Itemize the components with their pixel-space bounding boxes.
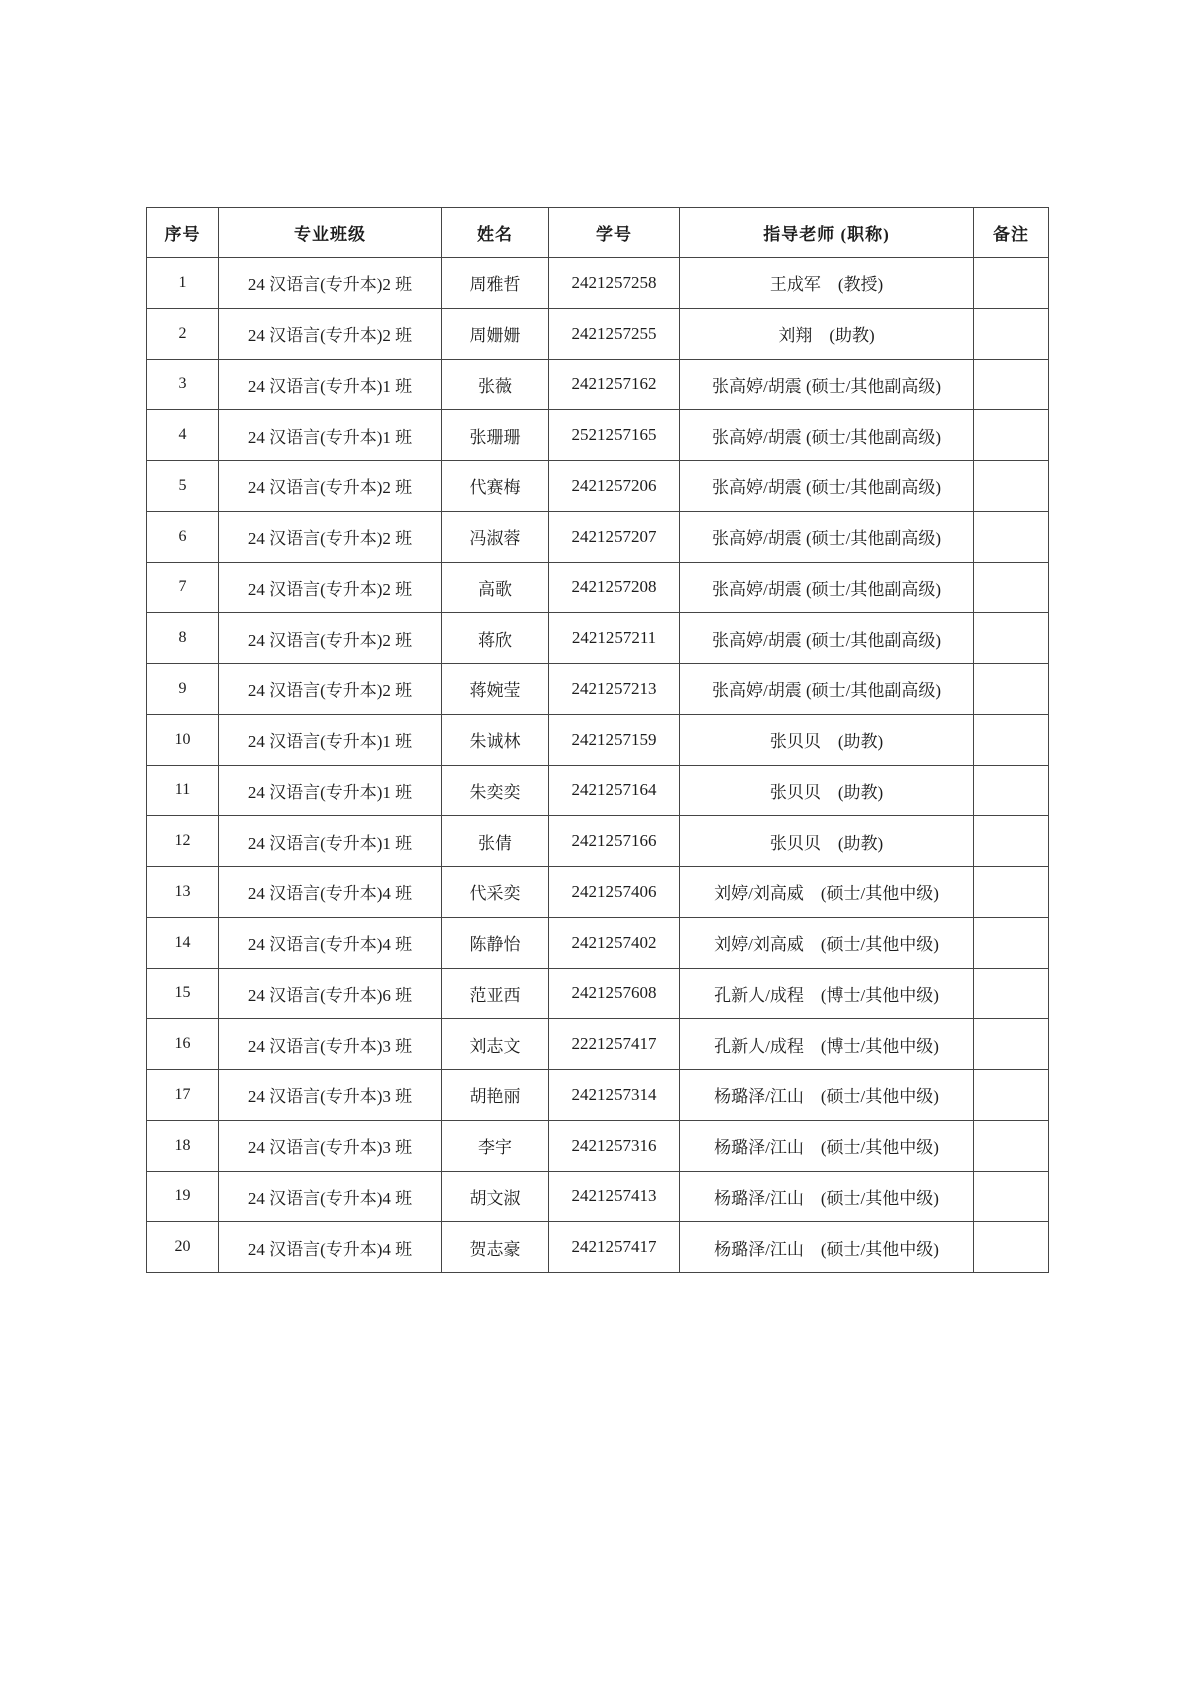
cell-class: 24 汉语言(专升本)2 班: [219, 258, 442, 309]
cell-student-id: 2421257402: [549, 917, 680, 968]
table-row: [147, 461, 1049, 512]
cell-student-id: 2421257417: [549, 1222, 680, 1273]
cell-student-id: 2421257316: [549, 1120, 680, 1171]
cell-student-id: 2421257213: [549, 664, 680, 715]
table-row: [147, 1019, 1049, 1070]
header-serial: 序号: [147, 208, 219, 258]
cell-remark: [974, 714, 1049, 765]
table-body: [147, 258, 1049, 1273]
cell-advisor: 张高婷/胡震 (硕士/其他副高级): [680, 461, 974, 512]
table-row: [147, 308, 1049, 359]
cell-class: 24 汉语言(专升本)2 班: [219, 562, 442, 613]
cell-serial: 18: [147, 1120, 219, 1171]
cell-name: 范亚西: [442, 968, 549, 1019]
cell-class: 24 汉语言(专升本)2 班: [219, 664, 442, 715]
cell-student-id: 2421257206: [549, 461, 680, 512]
cell-name: 代采奕: [442, 867, 549, 918]
cell-class: 24 汉语言(专升本)4 班: [219, 1171, 442, 1222]
table-row: [147, 258, 1049, 309]
cell-serial: 12: [147, 816, 219, 867]
cell-student-id: 2421257162: [549, 359, 680, 410]
cell-remark: [974, 765, 1049, 816]
cell-advisor: 杨璐泽/江山 (硕士/其他中级): [680, 1171, 974, 1222]
cell-class: 24 汉语言(专升本)1 班: [219, 765, 442, 816]
cell-advisor: 张高婷/胡震 (硕士/其他副高级): [680, 562, 974, 613]
cell-name: 蒋婉莹: [442, 664, 549, 715]
cell-remark: [974, 511, 1049, 562]
header-row: [147, 208, 1049, 258]
cell-advisor: 刘婷/刘高威 (硕士/其他中级): [680, 917, 974, 968]
header-name: 姓名: [442, 208, 549, 258]
cell-name: 代赛梅: [442, 461, 549, 512]
cell-serial: 14: [147, 917, 219, 968]
cell-name: 张珊珊: [442, 410, 549, 461]
cell-remark: [974, 664, 1049, 715]
cell-remark: [974, 410, 1049, 461]
cell-student-id: 2421257159: [549, 714, 680, 765]
cell-student-id: 2421257164: [549, 765, 680, 816]
cell-remark: [974, 1120, 1049, 1171]
table-row: [147, 613, 1049, 664]
cell-serial: 17: [147, 1070, 219, 1121]
cell-advisor: 张贝贝 (助教): [680, 765, 974, 816]
cell-class: 24 汉语言(专升本)1 班: [219, 714, 442, 765]
cell-advisor: 孔新人/成程 (博士/其他中级): [680, 1019, 974, 1070]
cell-class: 24 汉语言(专升本)2 班: [219, 511, 442, 562]
table-row: [147, 1070, 1049, 1121]
cell-serial: 1: [147, 258, 219, 309]
cell-student-id: 2421257255: [549, 308, 680, 359]
cell-serial: 20: [147, 1222, 219, 1273]
cell-class: 24 汉语言(专升本)1 班: [219, 359, 442, 410]
cell-serial: 2: [147, 308, 219, 359]
table-row: [147, 359, 1049, 410]
cell-remark: [974, 867, 1049, 918]
header-remark: 备注: [974, 208, 1049, 258]
cell-remark: [974, 308, 1049, 359]
table-row: [147, 410, 1049, 461]
cell-advisor: 刘翔 (助教): [680, 308, 974, 359]
table-row: [147, 816, 1049, 867]
cell-name: 李宇: [442, 1120, 549, 1171]
cell-class: 24 汉语言(专升本)1 班: [219, 410, 442, 461]
cell-serial: 10: [147, 714, 219, 765]
table-row: [147, 664, 1049, 715]
cell-name: 冯淑蓉: [442, 511, 549, 562]
cell-student-id: 2421257211: [549, 613, 680, 664]
table-row: [147, 1120, 1049, 1171]
cell-student-id: 2421257208: [549, 562, 680, 613]
table-row: [147, 867, 1049, 918]
cell-name: 胡文淑: [442, 1171, 549, 1222]
cell-advisor: 张高婷/胡震 (硕士/其他副高级): [680, 613, 974, 664]
cell-name: 胡艳丽: [442, 1070, 549, 1121]
cell-student-id: 2221257417: [549, 1019, 680, 1070]
table-row: [147, 917, 1049, 968]
table-row: [147, 714, 1049, 765]
table-row: [147, 1222, 1049, 1273]
cell-class: 24 汉语言(专升本)1 班: [219, 816, 442, 867]
cell-class: 24 汉语言(专升本)2 班: [219, 613, 442, 664]
cell-advisor: 张贝贝 (助教): [680, 714, 974, 765]
cell-advisor: 杨璐泽/江山 (硕士/其他中级): [680, 1070, 974, 1121]
cell-student-id: 2421257258: [549, 258, 680, 309]
cell-remark: [974, 1222, 1049, 1273]
cell-remark: [974, 359, 1049, 410]
cell-serial: 11: [147, 765, 219, 816]
cell-serial: 16: [147, 1019, 219, 1070]
cell-class: 24 汉语言(专升本)6 班: [219, 968, 442, 1019]
header-advisor: 指导老师 (职称): [680, 208, 974, 258]
table-row: [147, 968, 1049, 1019]
cell-name: 贺志豪: [442, 1222, 549, 1273]
table-row: [147, 765, 1049, 816]
cell-advisor: 杨璐泽/江山 (硕士/其他中级): [680, 1222, 974, 1273]
cell-remark: [974, 968, 1049, 1019]
cell-serial: 19: [147, 1171, 219, 1222]
cell-name: 朱奕奕: [442, 765, 549, 816]
cell-class: 24 汉语言(专升本)4 班: [219, 1222, 442, 1273]
cell-advisor: 张高婷/胡震 (硕士/其他副高级): [680, 664, 974, 715]
cell-serial: 6: [147, 511, 219, 562]
cell-serial: 3: [147, 359, 219, 410]
cell-remark: [974, 258, 1049, 309]
cell-student-id: 2421257166: [549, 816, 680, 867]
cell-class: 24 汉语言(专升本)4 班: [219, 917, 442, 968]
header-class: 专业班级: [219, 208, 442, 258]
cell-student-id: 2421257207: [549, 511, 680, 562]
cell-remark: [974, 461, 1049, 512]
cell-serial: 8: [147, 613, 219, 664]
cell-name: 周雅哲: [442, 258, 549, 309]
cell-name: 张倩: [442, 816, 549, 867]
cell-remark: [974, 917, 1049, 968]
cell-advisor: 张贝贝 (助教): [680, 816, 974, 867]
cell-class: 24 汉语言(专升本)3 班: [219, 1120, 442, 1171]
cell-student-id: 2521257165: [549, 410, 680, 461]
cell-serial: 15: [147, 968, 219, 1019]
cell-serial: 5: [147, 461, 219, 512]
cell-remark: [974, 1019, 1049, 1070]
cell-student-id: 2421257406: [549, 867, 680, 918]
cell-remark: [974, 613, 1049, 664]
cell-student-id: 2421257413: [549, 1171, 680, 1222]
cell-remark: [974, 1171, 1049, 1222]
cell-class: 24 汉语言(专升本)4 班: [219, 867, 442, 918]
cell-remark: [974, 562, 1049, 613]
cell-name: 高歌: [442, 562, 549, 613]
cell-name: 刘志文: [442, 1019, 549, 1070]
cell-advisor: 张高婷/胡震 (硕士/其他副高级): [680, 359, 974, 410]
cell-advisor: 孔新人/成程 (博士/其他中级): [680, 968, 974, 1019]
cell-student-id: 2421257608: [549, 968, 680, 1019]
header-student-id: 学号: [549, 208, 680, 258]
cell-advisor: 张高婷/胡震 (硕士/其他副高级): [680, 410, 974, 461]
table-row: [147, 562, 1049, 613]
table-header: [147, 208, 1049, 258]
cell-name: 陈静怡: [442, 917, 549, 968]
student-advisor-table: [146, 207, 1049, 1273]
cell-remark: [974, 816, 1049, 867]
cell-serial: 13: [147, 867, 219, 918]
cell-remark: [974, 1070, 1049, 1121]
cell-class: 24 汉语言(专升本)2 班: [219, 461, 442, 512]
cell-student-id: 2421257314: [549, 1070, 680, 1121]
cell-serial: 4: [147, 410, 219, 461]
cell-class: 24 汉语言(专升本)3 班: [219, 1019, 442, 1070]
table-row: [147, 1171, 1049, 1222]
cell-advisor: 王成军 (教授): [680, 258, 974, 309]
cell-name: 朱诚林: [442, 714, 549, 765]
cell-serial: 9: [147, 664, 219, 715]
cell-advisor: 杨璐泽/江山 (硕士/其他中级): [680, 1120, 974, 1171]
cell-class: 24 汉语言(专升本)2 班: [219, 308, 442, 359]
cell-name: 蒋欣: [442, 613, 549, 664]
table-row: [147, 511, 1049, 562]
cell-serial: 7: [147, 562, 219, 613]
cell-name: 周姗姗: [442, 308, 549, 359]
cell-name: 张薇: [442, 359, 549, 410]
cell-advisor: 刘婷/刘高威 (硕士/其他中级): [680, 867, 974, 918]
cell-advisor: 张高婷/胡震 (硕士/其他副高级): [680, 511, 974, 562]
cell-class: 24 汉语言(专升本)3 班: [219, 1070, 442, 1121]
